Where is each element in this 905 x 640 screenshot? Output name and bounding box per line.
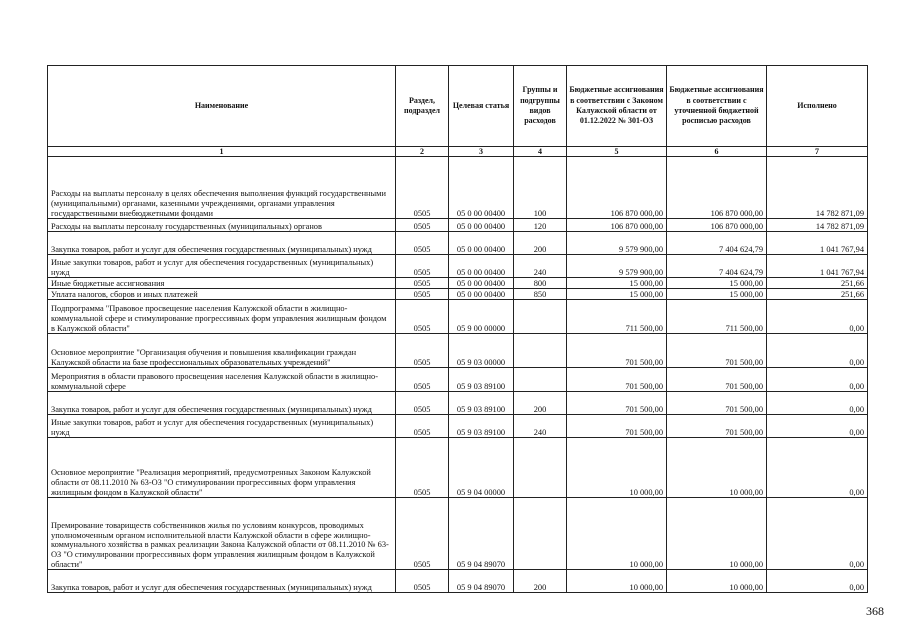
row-target: 05 9 00 00000	[449, 300, 514, 334]
row-refined-amount: 10 000,00	[667, 570, 767, 593]
table-row	[48, 219, 868, 232]
table-row	[48, 498, 868, 570]
row-target: 05 0 00 00400	[449, 255, 514, 278]
row-group: 240	[514, 255, 567, 278]
row-section: 0505	[396, 438, 449, 498]
row-name: Закупка товаров, работ и услуг для обеспечения государственных (муниципальных) нужд	[48, 232, 396, 255]
row-name: Расходы на выплаты персоналу государственных (муниципальных) органов	[48, 219, 396, 232]
row-group: 200	[514, 232, 567, 255]
row-refined-amount: 701 500,00	[667, 392, 767, 415]
row-target: 05 0 00 00400	[449, 289, 514, 300]
row-group: 120	[514, 219, 567, 232]
row-refined-amount: 711 500,00	[667, 300, 767, 334]
row-name: Иные бюджетные ассигнования	[48, 278, 396, 289]
row-group	[514, 300, 567, 334]
column-number: 1	[48, 147, 396, 157]
row-name: Закупка товаров, работ и услуг для обеспечения государственных (муниципальных) нужд	[48, 392, 396, 415]
row-executed-amount: 0,00	[767, 438, 868, 498]
row-section: 0505	[396, 498, 449, 570]
table-row	[48, 278, 868, 289]
row-section: 0505	[396, 570, 449, 593]
row-refined-amount: 10 000,00	[667, 438, 767, 498]
header-name: Наименование	[48, 66, 396, 147]
row-name: Иные закупки товаров, работ и услуг для обеспечения государственных (муниципальных) нужд	[48, 415, 396, 438]
column-number: 6	[667, 147, 767, 157]
header-refined: Бюджетные ассигнования в соответствии с уточненной бюджетной росписью расходов	[667, 66, 767, 147]
header-row	[48, 66, 868, 147]
row-law-amount: 106 870 000,00	[567, 157, 667, 219]
row-section: 0505	[396, 219, 449, 232]
table-row	[48, 415, 868, 438]
row-law-amount: 10 000,00	[567, 438, 667, 498]
row-refined-amount: 15 000,00	[667, 278, 767, 289]
page-number: 368	[866, 604, 884, 618]
row-name: Расходы на выплаты персоналу в целях обеспечения выполнения функций государственными (муниципальными) органами, казенными учреждениями, органами управления государственными внебюджетными фондами	[48, 157, 396, 219]
row-law-amount: 701 500,00	[567, 368, 667, 392]
column-number: 4	[514, 147, 567, 157]
row-group: 850	[514, 289, 567, 300]
row-target: 05 9 04 00000	[449, 438, 514, 498]
row-section: 0505	[396, 278, 449, 289]
row-section: 0505	[396, 300, 449, 334]
row-section: 0505	[396, 392, 449, 415]
row-group: 240	[514, 415, 567, 438]
row-law-amount: 106 870 000,00	[567, 219, 667, 232]
header-group: Группы и подгруппы видов расходов	[514, 66, 567, 147]
row-group	[514, 334, 567, 368]
row-refined-amount: 7 404 624,79	[667, 255, 767, 278]
row-refined-amount: 7 404 624,79	[667, 232, 767, 255]
row-refined-amount: 701 500,00	[667, 415, 767, 438]
row-name: Мероприятия в области правового просвещения населения Калужской области в жилищно-коммунальной сфере	[48, 368, 396, 392]
row-law-amount: 701 500,00	[567, 334, 667, 368]
row-target: 05 9 03 89100	[449, 368, 514, 392]
row-section: 0505	[396, 368, 449, 392]
column-number-row	[48, 147, 868, 157]
row-refined-amount: 701 500,00	[667, 368, 767, 392]
row-executed-amount: 251,66	[767, 278, 868, 289]
table-row	[48, 392, 868, 415]
row-refined-amount: 15 000,00	[667, 289, 767, 300]
row-refined-amount: 10 000,00	[667, 498, 767, 570]
row-executed-amount: 251,66	[767, 289, 868, 300]
row-target: 05 9 04 89070	[449, 498, 514, 570]
row-section: 0505	[396, 334, 449, 368]
row-section: 0505	[396, 232, 449, 255]
row-name: Уплата налогов, сборов и иных платежей	[48, 289, 396, 300]
table-row	[48, 255, 868, 278]
table-row	[48, 438, 868, 498]
row-target: 05 9 03 00000	[449, 334, 514, 368]
row-target: 05 9 04 89070	[449, 570, 514, 593]
row-name: Премирование товариществ собственников жилья по условиям конкурсов, проводимых уполномоченным органом исполнительной власти Калужской области в сфере жилищно-коммунального хозяйства в рамках реализации Закона Калужской области от 08.11.2010 № 63-ОЗ "О стимулировании прогрессивных форм управления жилищным фондом в Калужской области"	[48, 498, 396, 570]
row-executed-amount: 14 782 871,09	[767, 219, 868, 232]
row-executed-amount: 1 041 767,94	[767, 255, 868, 278]
table-row	[48, 334, 868, 368]
row-section: 0505	[396, 415, 449, 438]
row-section: 0505	[396, 255, 449, 278]
budget-table	[47, 65, 868, 593]
row-group: 200	[514, 570, 567, 593]
row-law-amount: 10 000,00	[567, 498, 667, 570]
header-executed: Исполнено	[767, 66, 868, 147]
table-body	[48, 157, 868, 593]
header-section: Раздел, подраздел	[396, 66, 449, 147]
row-law-amount: 15 000,00	[567, 289, 667, 300]
table-row	[48, 300, 868, 334]
row-law-amount: 711 500,00	[567, 300, 667, 334]
row-executed-amount: 0,00	[767, 334, 868, 368]
table-row	[48, 368, 868, 392]
row-target: 05 9 03 89100	[449, 392, 514, 415]
row-group	[514, 438, 567, 498]
row-target: 05 0 00 00400	[449, 157, 514, 219]
row-executed-amount: 1 041 767,94	[767, 232, 868, 255]
table-row	[48, 157, 868, 219]
row-section: 0505	[396, 157, 449, 219]
row-name: Иные закупки товаров, работ и услуг для обеспечения государственных (муниципальных) нужд	[48, 255, 396, 278]
row-section: 0505	[396, 289, 449, 300]
row-refined-amount: 701 500,00	[667, 334, 767, 368]
row-refined-amount: 106 870 000,00	[667, 157, 767, 219]
row-target: 05 0 00 00400	[449, 232, 514, 255]
row-executed-amount: 0,00	[767, 570, 868, 593]
row-refined-amount: 106 870 000,00	[667, 219, 767, 232]
row-law-amount: 701 500,00	[567, 392, 667, 415]
column-number: 7	[767, 147, 868, 157]
table-row	[48, 289, 868, 300]
row-name: Основное мероприятие "Организация обучения и повышения квалификации граждан Калужской области на базе профессиональных образовательных учреждений"	[48, 334, 396, 368]
row-target: 05 9 03 89100	[449, 415, 514, 438]
column-number: 3	[449, 147, 514, 157]
row-law-amount: 9 579 900,00	[567, 255, 667, 278]
row-law-amount: 15 000,00	[567, 278, 667, 289]
row-group	[514, 368, 567, 392]
row-target: 05 0 00 00400	[449, 219, 514, 232]
row-executed-amount: 0,00	[767, 415, 868, 438]
row-group: 200	[514, 392, 567, 415]
column-number: 5	[567, 147, 667, 157]
row-executed-amount: 0,00	[767, 498, 868, 570]
row-executed-amount: 14 782 871,09	[767, 157, 868, 219]
row-executed-amount: 0,00	[767, 368, 868, 392]
header-target: Целевая статья	[449, 66, 514, 147]
row-group: 800	[514, 278, 567, 289]
row-law-amount: 10 000,00	[567, 570, 667, 593]
row-name: Подпрограмма "Правовое просвещение населения Калужской области в жилищно-коммунальной сфере и стимулирование прогрессивных форм управления жилищным фондом в Калужской области"	[48, 300, 396, 334]
table-row	[48, 232, 868, 255]
row-name: Закупка товаров, работ и услуг для обеспечения государственных (муниципальных) нужд	[48, 570, 396, 593]
table-row	[48, 570, 868, 593]
row-executed-amount: 0,00	[767, 392, 868, 415]
row-name: Основное мероприятие "Реализация мероприятий, предусмотренных Законом Калужской области от 08.11.2010 № 63-ОЗ "О стимулировании прогрессивных форм управления жилищным фондом в Калужской области"	[48, 438, 396, 498]
row-group	[514, 498, 567, 570]
row-law-amount: 701 500,00	[567, 415, 667, 438]
row-law-amount: 9 579 900,00	[567, 232, 667, 255]
header-law: Бюджетные ассигнования в соответствии с Законом Калужской области от 01.12.2022 № 301-ОЗ	[567, 66, 667, 147]
column-number: 2	[396, 147, 449, 157]
row-target: 05 0 00 00400	[449, 278, 514, 289]
row-executed-amount: 0,00	[767, 300, 868, 334]
row-group: 100	[514, 157, 567, 219]
